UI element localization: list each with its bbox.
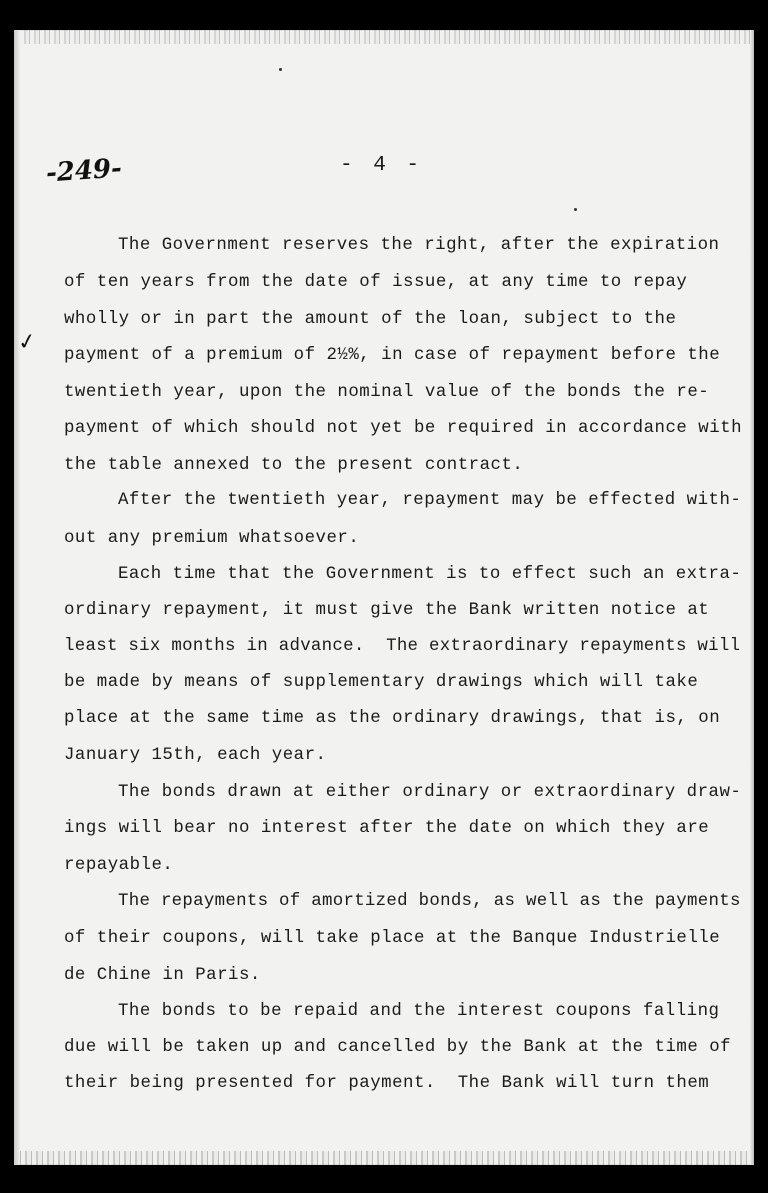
text-line: of ten years from the date of issue, at any time to repay bbox=[64, 273, 688, 292]
text-line: their being presented for payment. The Bank will turn them bbox=[64, 1074, 710, 1093]
page-edge-bottom bbox=[14, 1151, 754, 1165]
text-line: January 15th, each year. bbox=[64, 746, 327, 765]
text-line: due will be taken up and cancelled by the Bank at the time of bbox=[64, 1038, 732, 1057]
text-line: be made by means of supplementary drawings which will take bbox=[64, 673, 699, 692]
text-line: The repayments of amortized bonds, as well as the payments bbox=[118, 892, 741, 911]
text-line: Each time that the Government is to effect such an extra- bbox=[118, 565, 742, 584]
text-line: payment of a premium of 2½%, in case of repayment before the bbox=[64, 346, 721, 365]
checkmark-icon: ✓ bbox=[15, 328, 39, 357]
text-line: ordinary repayment, it must give the Bank written notice at bbox=[64, 601, 710, 620]
text-line: The Government reserves the right, after the expiration bbox=[118, 236, 720, 255]
page-edge-right bbox=[750, 30, 754, 1165]
paper-speck bbox=[279, 68, 282, 71]
document-page bbox=[14, 30, 754, 1165]
text-line: twentieth year, upon the nominal value of the bonds the re- bbox=[64, 383, 710, 402]
text-line: repayable. bbox=[64, 856, 174, 875]
page-edge-top bbox=[14, 30, 754, 44]
text-line: wholly or in part the amount of the loan, subject to the bbox=[64, 310, 677, 329]
text-line: The bonds to be repaid and the interest coupons falling bbox=[118, 1002, 720, 1021]
page-number: - 4 - bbox=[340, 154, 424, 177]
text-line: place at the same time as the ordinary drawings, that is, on bbox=[64, 709, 721, 728]
text-line: The bonds drawn at either ordinary or extraordinary draw- bbox=[118, 783, 742, 802]
text-line: payment of which should not yet be required in accordance with bbox=[64, 419, 743, 438]
page-edge-left bbox=[14, 30, 20, 1165]
text-line: out any premium whatsoever. bbox=[64, 529, 360, 548]
text-line: least six months in advance. The extraordinary repayments will bbox=[64, 637, 741, 656]
text-line: After the twentieth year, repayment may be effected with- bbox=[118, 491, 742, 510]
text-line: ings will bear no interest after the date on which they are bbox=[64, 819, 710, 838]
text-line: of their coupons, will take place at the Banque Industrielle bbox=[64, 929, 721, 948]
paper-speck bbox=[574, 208, 577, 211]
text-line: de Chine in Paris. bbox=[64, 966, 261, 985]
handwritten-page-number: -249- bbox=[45, 153, 123, 189]
text-line: the table annexed to the present contract. bbox=[64, 456, 524, 475]
